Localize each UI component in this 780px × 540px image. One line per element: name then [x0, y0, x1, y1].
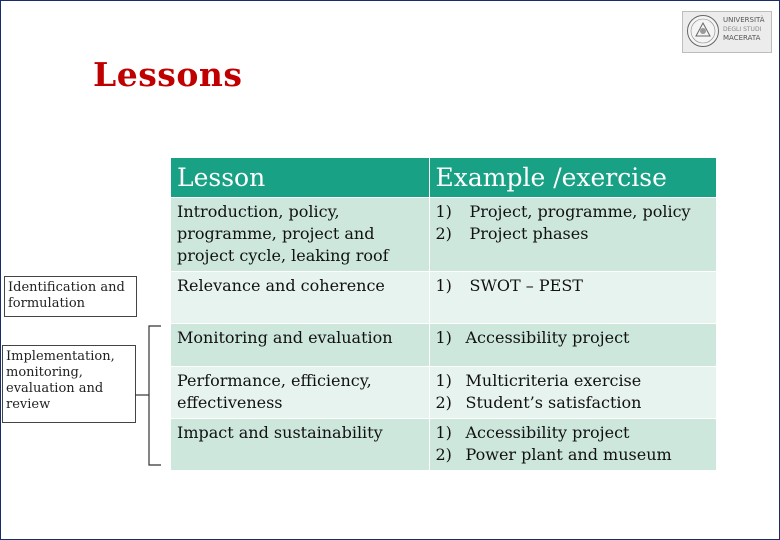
list-item	[436, 275, 711, 297]
table-row	[171, 324, 717, 367]
logo-line: UNIVERSITÀ	[723, 16, 765, 24]
example-cell	[429, 198, 717, 272]
lesson-cell: Performance, efficiency, effectiveness	[171, 367, 430, 419]
university-logo	[682, 11, 772, 53]
item-number: 1)	[435, 276, 452, 295]
list-item	[436, 223, 711, 245]
implementation-label-box: Implementation, monitoring, evaluation and review	[2, 345, 136, 423]
table-row	[171, 367, 717, 419]
item-text: Multicriteria exercise	[465, 371, 642, 390]
example-cell	[429, 272, 717, 324]
example-cell	[429, 367, 717, 419]
logo-line: DEGLI STUDI	[723, 26, 762, 33]
university-seal-icon	[686, 14, 720, 48]
identification-label-box: Identification and formulation	[4, 276, 137, 317]
list-item	[436, 327, 711, 349]
item-text: SWOT – PEST	[469, 276, 583, 295]
list-item	[436, 392, 711, 414]
item-number: 1)	[435, 371, 452, 390]
table-row	[171, 272, 717, 324]
item-number: 1)	[435, 328, 452, 347]
logo-text	[723, 16, 769, 43]
item-number: 2)	[435, 445, 452, 464]
item-text: Accessibility project	[465, 328, 630, 347]
column-header-example: Example /exercise	[429, 158, 717, 198]
item-number: 1)	[435, 202, 452, 221]
lesson-cell: Relevance and coherence	[171, 272, 430, 324]
item-number: 2)	[435, 393, 452, 412]
list-item	[436, 201, 711, 223]
item-text: Power plant and museum	[465, 445, 672, 464]
phase-bracket	[135, 320, 165, 470]
list-item	[436, 370, 711, 392]
table-row	[171, 419, 717, 471]
table-header-row	[171, 158, 717, 198]
example-cell	[429, 419, 717, 471]
item-text: Accessibility project	[465, 423, 630, 442]
lesson-cell: Impact and sustainability	[171, 419, 430, 471]
item-number: 2)	[435, 224, 452, 243]
logo-line: MACERATA	[723, 34, 761, 42]
item-text: Student’s satisfaction	[465, 393, 642, 412]
lessons-table	[170, 157, 717, 471]
list-item	[436, 444, 711, 466]
example-cell	[429, 324, 717, 367]
item-text: Project phases	[469, 224, 589, 243]
item-number: 1)	[435, 423, 452, 442]
page-title: Lessons	[93, 55, 243, 94]
column-header-lesson: Lesson	[171, 158, 430, 198]
lesson-cell: Introduction, policy, programme, project and project cycle, leaking roof	[171, 198, 430, 272]
table-row	[171, 198, 717, 272]
lesson-cell: Monitoring and evaluation	[171, 324, 430, 367]
list-item	[436, 422, 711, 444]
item-text: Project, programme, policy	[469, 202, 691, 221]
